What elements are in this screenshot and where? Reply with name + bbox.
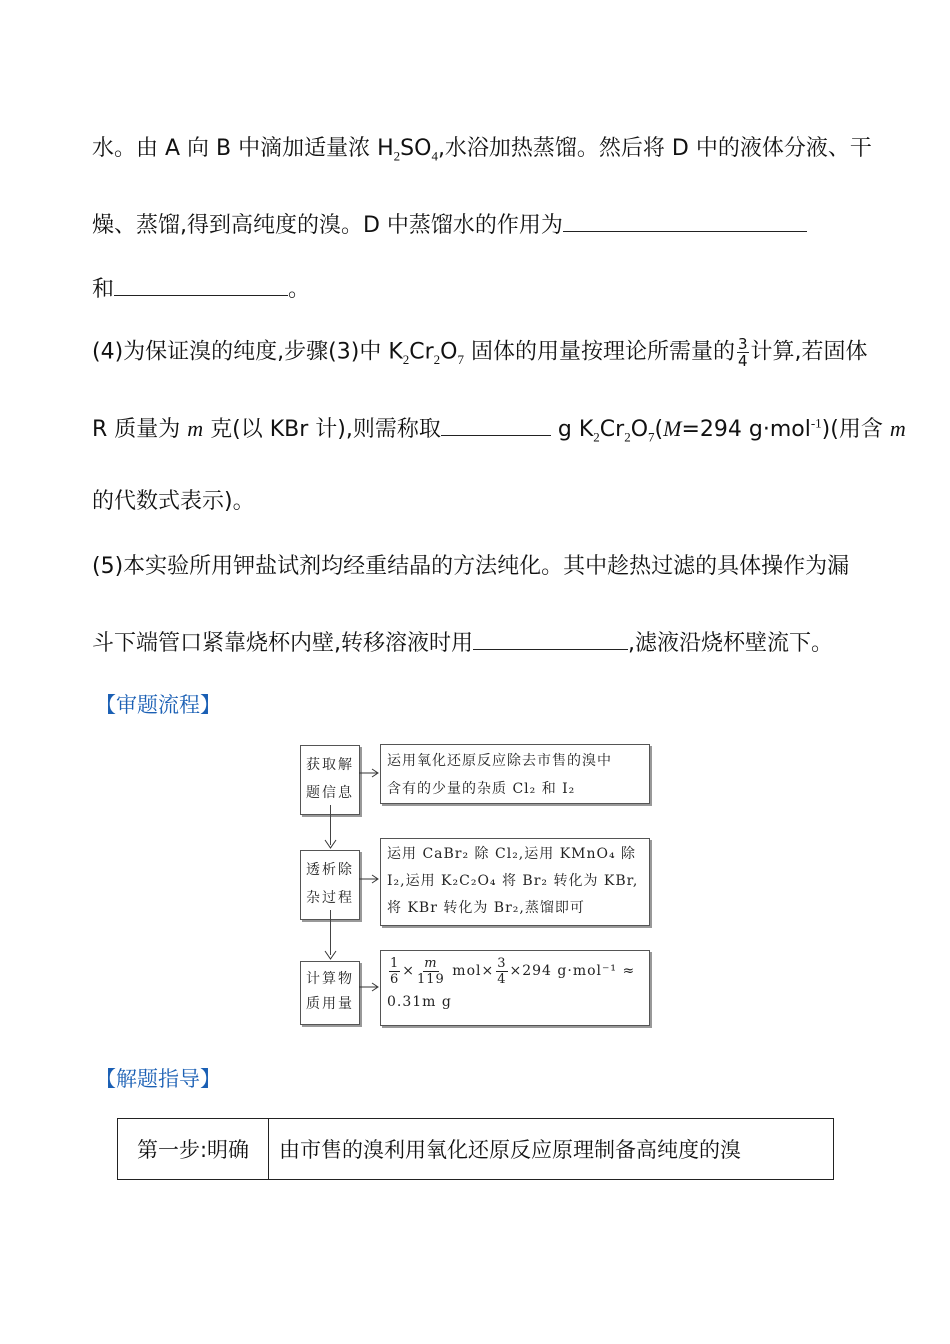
question-5-line-1: (5)本实验所用钾盐试剂均经重结晶的方法纯化。其中趁热过滤的具体操作为漏 [92, 554, 850, 579]
table-cell-step: 第一步:明确 [118, 1119, 269, 1179]
question-4-line-2: R 质量为 m 克(以 KBr 计),则需称取 g $K_2Cr_2O_7(M=294$ g·mol$^{-1}$)(用含 m [92, 413, 906, 445]
arrow-down-icon [324, 950, 337, 960]
text-line-3: 和 。 [92, 273, 310, 305]
arrow-right-icon [359, 766, 381, 780]
arrow-down-icon [324, 839, 337, 849]
fraction-three-quarters: $\frac{3}{4}$ [737, 335, 748, 370]
question-4-line-1: (4)为保证溴的纯度,步骤(3)中 $K_2Cr_2O_7$ 固体的用量按理论所需量的 $\frac{3}{4}$ 计算,若固体 [92, 335, 868, 370]
table-cell-content: 由市售的溴利用氧化还原反应原理制备高纯度的溴 [279, 1138, 741, 1162]
answer-blank-1[interactable] [563, 209, 807, 232]
flow-connector-2 [330, 910, 331, 955]
answer-blank-4[interactable] [473, 627, 628, 650]
text-line-2: 燥、蒸馏,得到高纯度的溴。D 中蒸馏水的作用为 [92, 209, 807, 241]
guide-table [117, 1118, 834, 1180]
answer-blank-3[interactable] [441, 413, 551, 436]
flow-step-2-text: 运用 CaBr₂ 除 Cl₂,运用 KMnO₄ 除 I₂,运用 K₂C₂O₄ 将 Br₂ 转化为 KBr, 将 KBr 转化为 Br₂,蒸馏即可 [380, 838, 650, 926]
question-5-line-2: 斗下端管口紧靠烧杯内壁,转移溶液时用 ,滤液沿烧杯壁流下。 [92, 627, 833, 659]
flow-step-2-label: 透析除 杂过程 [300, 850, 360, 920]
section-title-review-process: 【审题流程】 [95, 693, 221, 717]
question-4-line-3: 的代数式表示)。 [92, 489, 255, 514]
answer-blank-2[interactable] [114, 273, 288, 296]
section-title-solution-guide: 【解题指导】 [95, 1067, 221, 1091]
flow-step-3-label: 计算物 质用量 [300, 961, 360, 1025]
flow-step-1-label: 获取解 题信息 [300, 745, 360, 815]
flow-step-3-formula: $\frac{1}{6}$ × $\frac{m}{119}$ mol× $\frac{3}{4}$ ×294 g·mol⁻¹ ≈ 0.31m g [380, 950, 650, 1026]
arrow-right-icon [359, 872, 381, 886]
flow-step-1-text: 运用氧化还原反应除去市售的溴中 含有的少量的杂质 Cl₂ 和 I₂ [380, 744, 650, 804]
arrow-right-icon [359, 980, 381, 994]
text-line-1: 水。由 A 向 B 中滴加适量浓 $H_2SO_4$,水浴加热蒸馏。然后将 D 中的液体分液、干 [92, 136, 872, 164]
